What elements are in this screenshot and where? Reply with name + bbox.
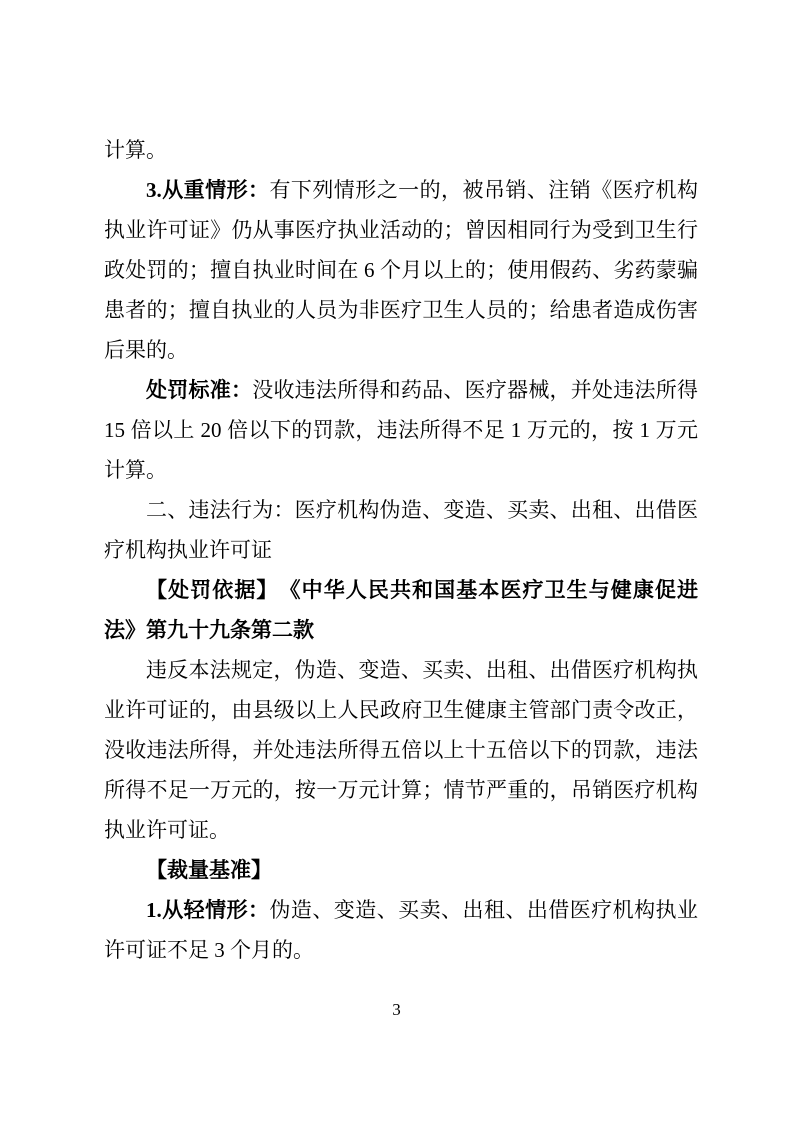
paragraph-text: 没收违法所得和药品、医疗器械，并处违法所得 15 倍以上 20 倍以下的罚款，违法所得不足 1 万元的，按 1 万元计算。 — [104, 378, 699, 482]
page-number: 3 — [392, 1000, 401, 1019]
paragraph-text: 违反本法规定，伪造、变造、买卖、出租、出借医疗机构执业许可证的，由县级以上人民政府卫生健康主管部门责令改正，没收违法所得，并处违法所得五倍以上十五倍以下的罚款，违法所得不足一万元的，按一万元计算；情节严重的，吊销医疗机构执业许可证。 — [104, 658, 698, 842]
page-footer — [0, 998, 793, 1022]
paragraph-text: 二、违法行为：医疗机构伪造、变造、买卖、出租、出借医疗机构执业许可证 — [104, 498, 698, 562]
paragraph-continuation — [104, 130, 698, 170]
paragraph-lead: 处罚标准： — [146, 378, 253, 402]
paragraph-lead: 1.从轻情形： — [146, 898, 270, 922]
paragraph-text: 伪造、变造、买卖、出租、出借医疗机构执业许可证不足 3 个月的。 — [104, 898, 699, 962]
paragraph-mitigating-circumstances — [104, 890, 698, 970]
paragraph-aggravating-circumstances — [104, 170, 698, 370]
paragraph-punishment-standard — [104, 370, 698, 490]
paragraph-illegal-act-heading — [104, 490, 698, 570]
document-body — [104, 130, 698, 970]
paragraph-text: 计算。 — [104, 138, 167, 162]
paragraph-discretion-benchmark-heading — [104, 850, 698, 890]
paragraph-lead: 【处罚依据】 《中华人民共和国基本医疗卫生与健康促进法》第九十九条第二款 — [104, 578, 698, 642]
paragraph-text: 有下列情形之一的，被吊销、注销《医疗机构执业许可证》仍从事医疗执业活动的；曾因相同行为受到卫生行政处罚的；擅自执业时间在 6 个月以上的；使用假药、劣药蒙骗患者的；擅自执业的人员为非医疗卫生人员的；给患者造成伤害后果的。 — [104, 178, 699, 362]
paragraph-law-quotation — [104, 650, 698, 850]
paragraph-lead: 3.从重情形： — [146, 178, 270, 202]
paragraph-punishment-basis — [104, 570, 698, 650]
paragraph-lead: 【裁量基准】 — [146, 858, 272, 882]
